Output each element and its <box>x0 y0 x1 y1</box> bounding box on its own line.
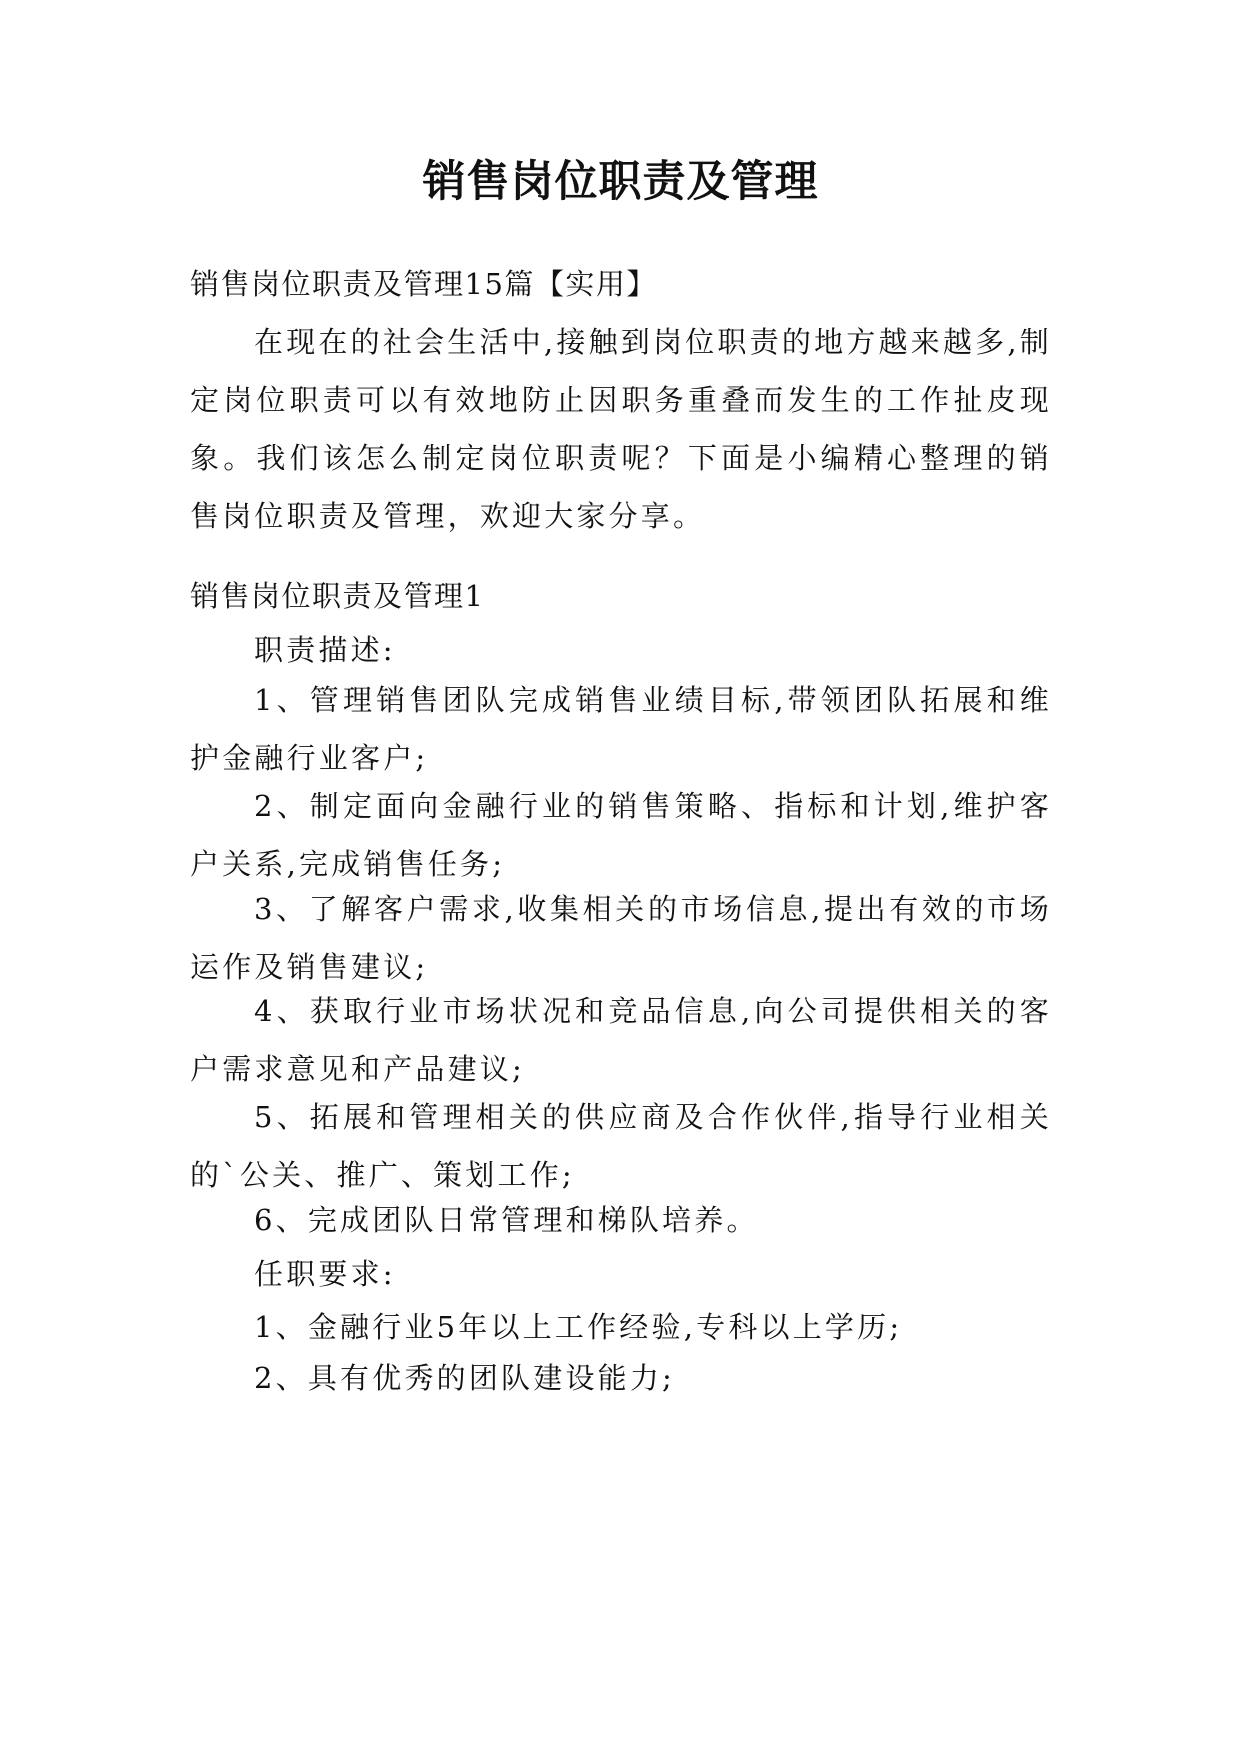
requirement-item-2: 2、具有优秀的团队建设能力; <box>254 1361 676 1395</box>
duty-item-2: 2、制定面向金融行业的销售策略、指标和计划,维护客户关系,完成销售任务; <box>190 789 1052 881</box>
section-heading: 销售岗位职责及管理1 <box>190 579 485 613</box>
intro-paragraph: 在现在的社会生活中,接触到岗位职责的地方越来越多,制定岗位职责可以有效地防止因职务重叠而发生的工作扯皮现象。我们该怎么制定岗位职责呢？下面是小编精心整理的销售岗位职责及管理，欢迎大家分享。 <box>190 325 1052 533</box>
duty-item-5: 5、拓展和管理相关的供应商及合作伙伴,指导行业相关的`公关、推广、策划工作; <box>190 1100 1052 1192</box>
duty-item-1: 1、管理销售团队完成销售业绩目标,带领团队拓展和维护金融行业客户; <box>190 683 1052 775</box>
duty-item-4: 4、获取行业市场状况和竞品信息,向公司提供相关的客户需求意见和产品建议; <box>190 994 1052 1086</box>
requirements-heading: 任职要求: <box>254 1257 396 1291</box>
requirement-item-1: 1、金融行业5年以上工作经验,专科以上学历; <box>254 1310 903 1344</box>
document-title: 销售岗位职责及管理 <box>422 157 819 207</box>
duty-item-3: 3、了解客户需求,收集相关的市场信息,提出有效的市场运作及销售建议; <box>190 892 1052 984</box>
document-subtitle: 销售岗位职责及管理15篇【实用】 <box>190 267 657 301</box>
duty-item-6: 6、完成团队日常管理和梯队培养。 <box>254 1203 759 1237</box>
duties-heading: 职责描述: <box>254 633 396 667</box>
